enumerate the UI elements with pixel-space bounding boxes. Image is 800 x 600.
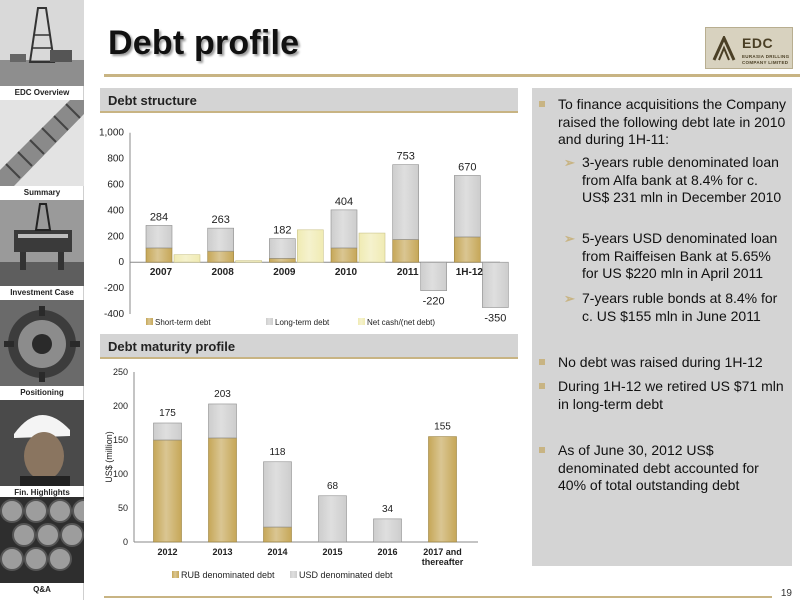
data-label-total: 284 — [149, 211, 169, 224]
bar-short-term — [269, 258, 295, 262]
y-tick-label: -400 — [103, 309, 124, 320]
x-tick-label: 2010 — [334, 267, 358, 279]
bar-short-term — [331, 248, 357, 262]
bullet-item — [538, 378, 788, 413]
footer-divider — [104, 596, 772, 598]
bullet-text: During 1H-12 we retired US $71 mln in long-term debt — [558, 378, 784, 412]
bar-usd-debt — [374, 519, 402, 542]
data-label-total: 118 — [269, 446, 286, 458]
data-label-net: -220 — [422, 295, 445, 308]
y-tick-label: 0 — [118, 257, 124, 269]
bar-short-term — [146, 248, 172, 262]
data-label-total: 263 — [211, 214, 230, 227]
y-tick-label: 250 — [112, 367, 128, 377]
bar-usd-debt — [264, 462, 292, 527]
sub-bullet-text: 7-years ruble bonds at 8.4% for c. US $155 mln in June 2011 — [582, 290, 778, 324]
debt-maturity-chart — [90, 362, 520, 586]
data-label-total: 182 — [273, 224, 292, 237]
x-tick-label: 2012 — [157, 547, 178, 557]
y-tick-label: 200 — [112, 401, 128, 411]
sub-bullet-item — [564, 290, 788, 325]
section-bar-debt-maturity — [100, 334, 518, 359]
pipes-image — [0, 497, 84, 583]
nav-item-investment-case[interactable] — [0, 200, 84, 300]
nav-label: Investment Case — [10, 288, 74, 297]
nav-label: Summary — [23, 188, 61, 197]
bar-net-cash — [359, 233, 385, 262]
page-title: Debt profile — [108, 24, 300, 62]
section-title: Debt structure — [108, 93, 197, 108]
y-tick-label: 1,000 — [98, 127, 124, 139]
legend-label: Long-term debt — [275, 318, 330, 327]
x-tick-label: 2013 — [212, 547, 233, 557]
commentary-panel — [532, 88, 792, 566]
data-label-total: 34 — [381, 503, 394, 515]
x-tick-label: 2014 — [267, 547, 288, 557]
y-tick-label: 200 — [107, 231, 124, 243]
bar-short-term — [393, 240, 419, 263]
arrow-marker-icon: ➢ — [564, 291, 575, 306]
bar-rub-debt — [429, 437, 457, 542]
sub-bullet-text: 5-years USD denominated loan from Raiffeisen Bank at 5.65% for US $220 mln in April 2011 — [582, 230, 778, 281]
logo-line: EURASIA DRILLING — [742, 54, 790, 59]
bar-usd-debt — [319, 496, 347, 542]
bar-net-cash — [297, 230, 323, 262]
bullet-item — [538, 354, 788, 372]
company-logo — [705, 27, 793, 69]
data-label-total: 404 — [334, 195, 354, 208]
legend-swatch — [172, 571, 179, 578]
bar-net-cash — [174, 255, 200, 263]
legend-label: USD denominated debt — [299, 570, 393, 580]
nav-item-summary[interactable] — [0, 100, 84, 200]
y-tick-label: 800 — [107, 153, 124, 165]
legend-label: RUB denominated debt — [181, 570, 275, 580]
x-tick-label: 2009 — [273, 267, 296, 279]
bar-short-term — [208, 251, 234, 262]
bar-net-debt — [421, 262, 447, 290]
logo-line: COMPANY LIMITED — [742, 60, 789, 65]
y-axis-label: US$ (million) — [104, 431, 114, 483]
data-label-total: 175 — [159, 408, 176, 419]
nav-item-fin-highlights[interactable] — [0, 400, 84, 500]
section-bar-debt-structure — [100, 88, 518, 113]
bar-long-term — [454, 175, 480, 237]
bar-long-term — [208, 228, 234, 251]
bullet-marker-icon — [539, 383, 545, 389]
bar-short-term — [454, 237, 480, 262]
y-tick-label: 50 — [117, 503, 128, 513]
data-label-total: 68 — [326, 480, 339, 492]
worker-image — [0, 400, 84, 486]
y-tick-label: 150 — [112, 435, 128, 445]
logo-name: EDC — [742, 35, 774, 51]
y-tick-label: -200 — [103, 283, 124, 295]
title-divider — [104, 74, 800, 77]
nav-label: Fin. Highlights — [14, 488, 70, 497]
y-tick-label: 600 — [107, 179, 124, 191]
page-number: 19 — [780, 588, 792, 599]
nav-item-edc-overview[interactable] — [0, 0, 84, 100]
staircase-image — [0, 100, 84, 186]
data-label-total: 670 — [458, 161, 477, 174]
section-title: Debt maturity profile — [108, 339, 236, 354]
logo-mark-icon — [712, 36, 736, 62]
bullet-marker-icon — [539, 359, 545, 365]
bar-long-term — [146, 225, 172, 248]
bar-rub-debt — [264, 527, 292, 542]
data-label-total: 155 — [434, 421, 451, 433]
gear-image — [0, 300, 84, 386]
sub-bullet-item — [564, 154, 788, 207]
bar-rub-debt — [209, 438, 237, 542]
x-tick-label: 2017 and — [423, 547, 462, 557]
y-tick-label: 100 — [112, 469, 128, 479]
sub-bullet-text: 3-years ruble denominated loan from Alfa bank at 8.4% for c. US$ 231 mln in December 2010 — [582, 154, 782, 205]
bullet-text: As of June 30, 2012 US$ denominated debt accounted for 40% of total outstanding debt — [558, 442, 759, 493]
data-label-net: -350 — [484, 312, 507, 325]
x-tick-label: 2007 — [149, 267, 173, 279]
bar-rub-debt — [154, 440, 182, 542]
offshore-platform-image — [0, 200, 84, 286]
bar-long-term — [331, 210, 357, 248]
bullet-marker-icon — [539, 101, 545, 107]
x-tick-label: 1H-12 — [455, 267, 483, 279]
bar-net-cash — [236, 261, 262, 263]
legend-swatch — [266, 318, 273, 325]
legend-swatch — [290, 571, 297, 578]
y-tick-label: 0 — [122, 537, 128, 547]
drilling-rig-image — [0, 0, 84, 86]
bar-net-debt — [482, 262, 508, 307]
arrow-marker-icon: ➢ — [564, 231, 575, 246]
x-tick-label: 2011 — [396, 267, 419, 279]
data-label-total: 203 — [214, 388, 231, 400]
legend-swatch — [146, 318, 153, 325]
x-tick-label: 2016 — [377, 547, 398, 557]
bar-long-term — [393, 165, 419, 240]
nav-label: Q&A — [33, 585, 51, 594]
x-tick-label: 2008 — [211, 267, 234, 279]
nav-item-positioning[interactable] — [0, 300, 84, 400]
bar-usd-debt — [154, 423, 182, 440]
arrow-marker-icon: ➢ — [564, 155, 575, 170]
bullet-item — [538, 96, 788, 149]
legend-swatch — [358, 318, 365, 325]
legend-label: Short-term debt — [155, 318, 211, 327]
bar-usd-debt — [209, 404, 237, 438]
data-label-total: 753 — [396, 150, 415, 163]
legend-label: Net cash/(net debt) — [367, 318, 436, 327]
y-tick-label: 400 — [107, 205, 124, 217]
nav-label: EDC Overview — [14, 88, 70, 97]
sidebar-nav — [0, 0, 84, 600]
x-tick-label: thereafter — [421, 557, 464, 567]
bullet-text: To finance acquisitions the Company raised the following debt late in 2010 and during 1H-11: — [558, 96, 787, 147]
bullet-text: No debt was raised during 1H-12 — [558, 354, 763, 370]
nav-item-qa[interactable] — [0, 497, 84, 597]
x-tick-label: 2015 — [322, 547, 343, 557]
bullet-marker-icon — [539, 447, 545, 453]
sub-bullet-item — [564, 230, 788, 283]
nav-label: Positioning — [20, 388, 64, 397]
bar-long-term — [269, 239, 295, 259]
debt-structure-chart — [90, 118, 520, 332]
bullet-item — [538, 442, 788, 495]
